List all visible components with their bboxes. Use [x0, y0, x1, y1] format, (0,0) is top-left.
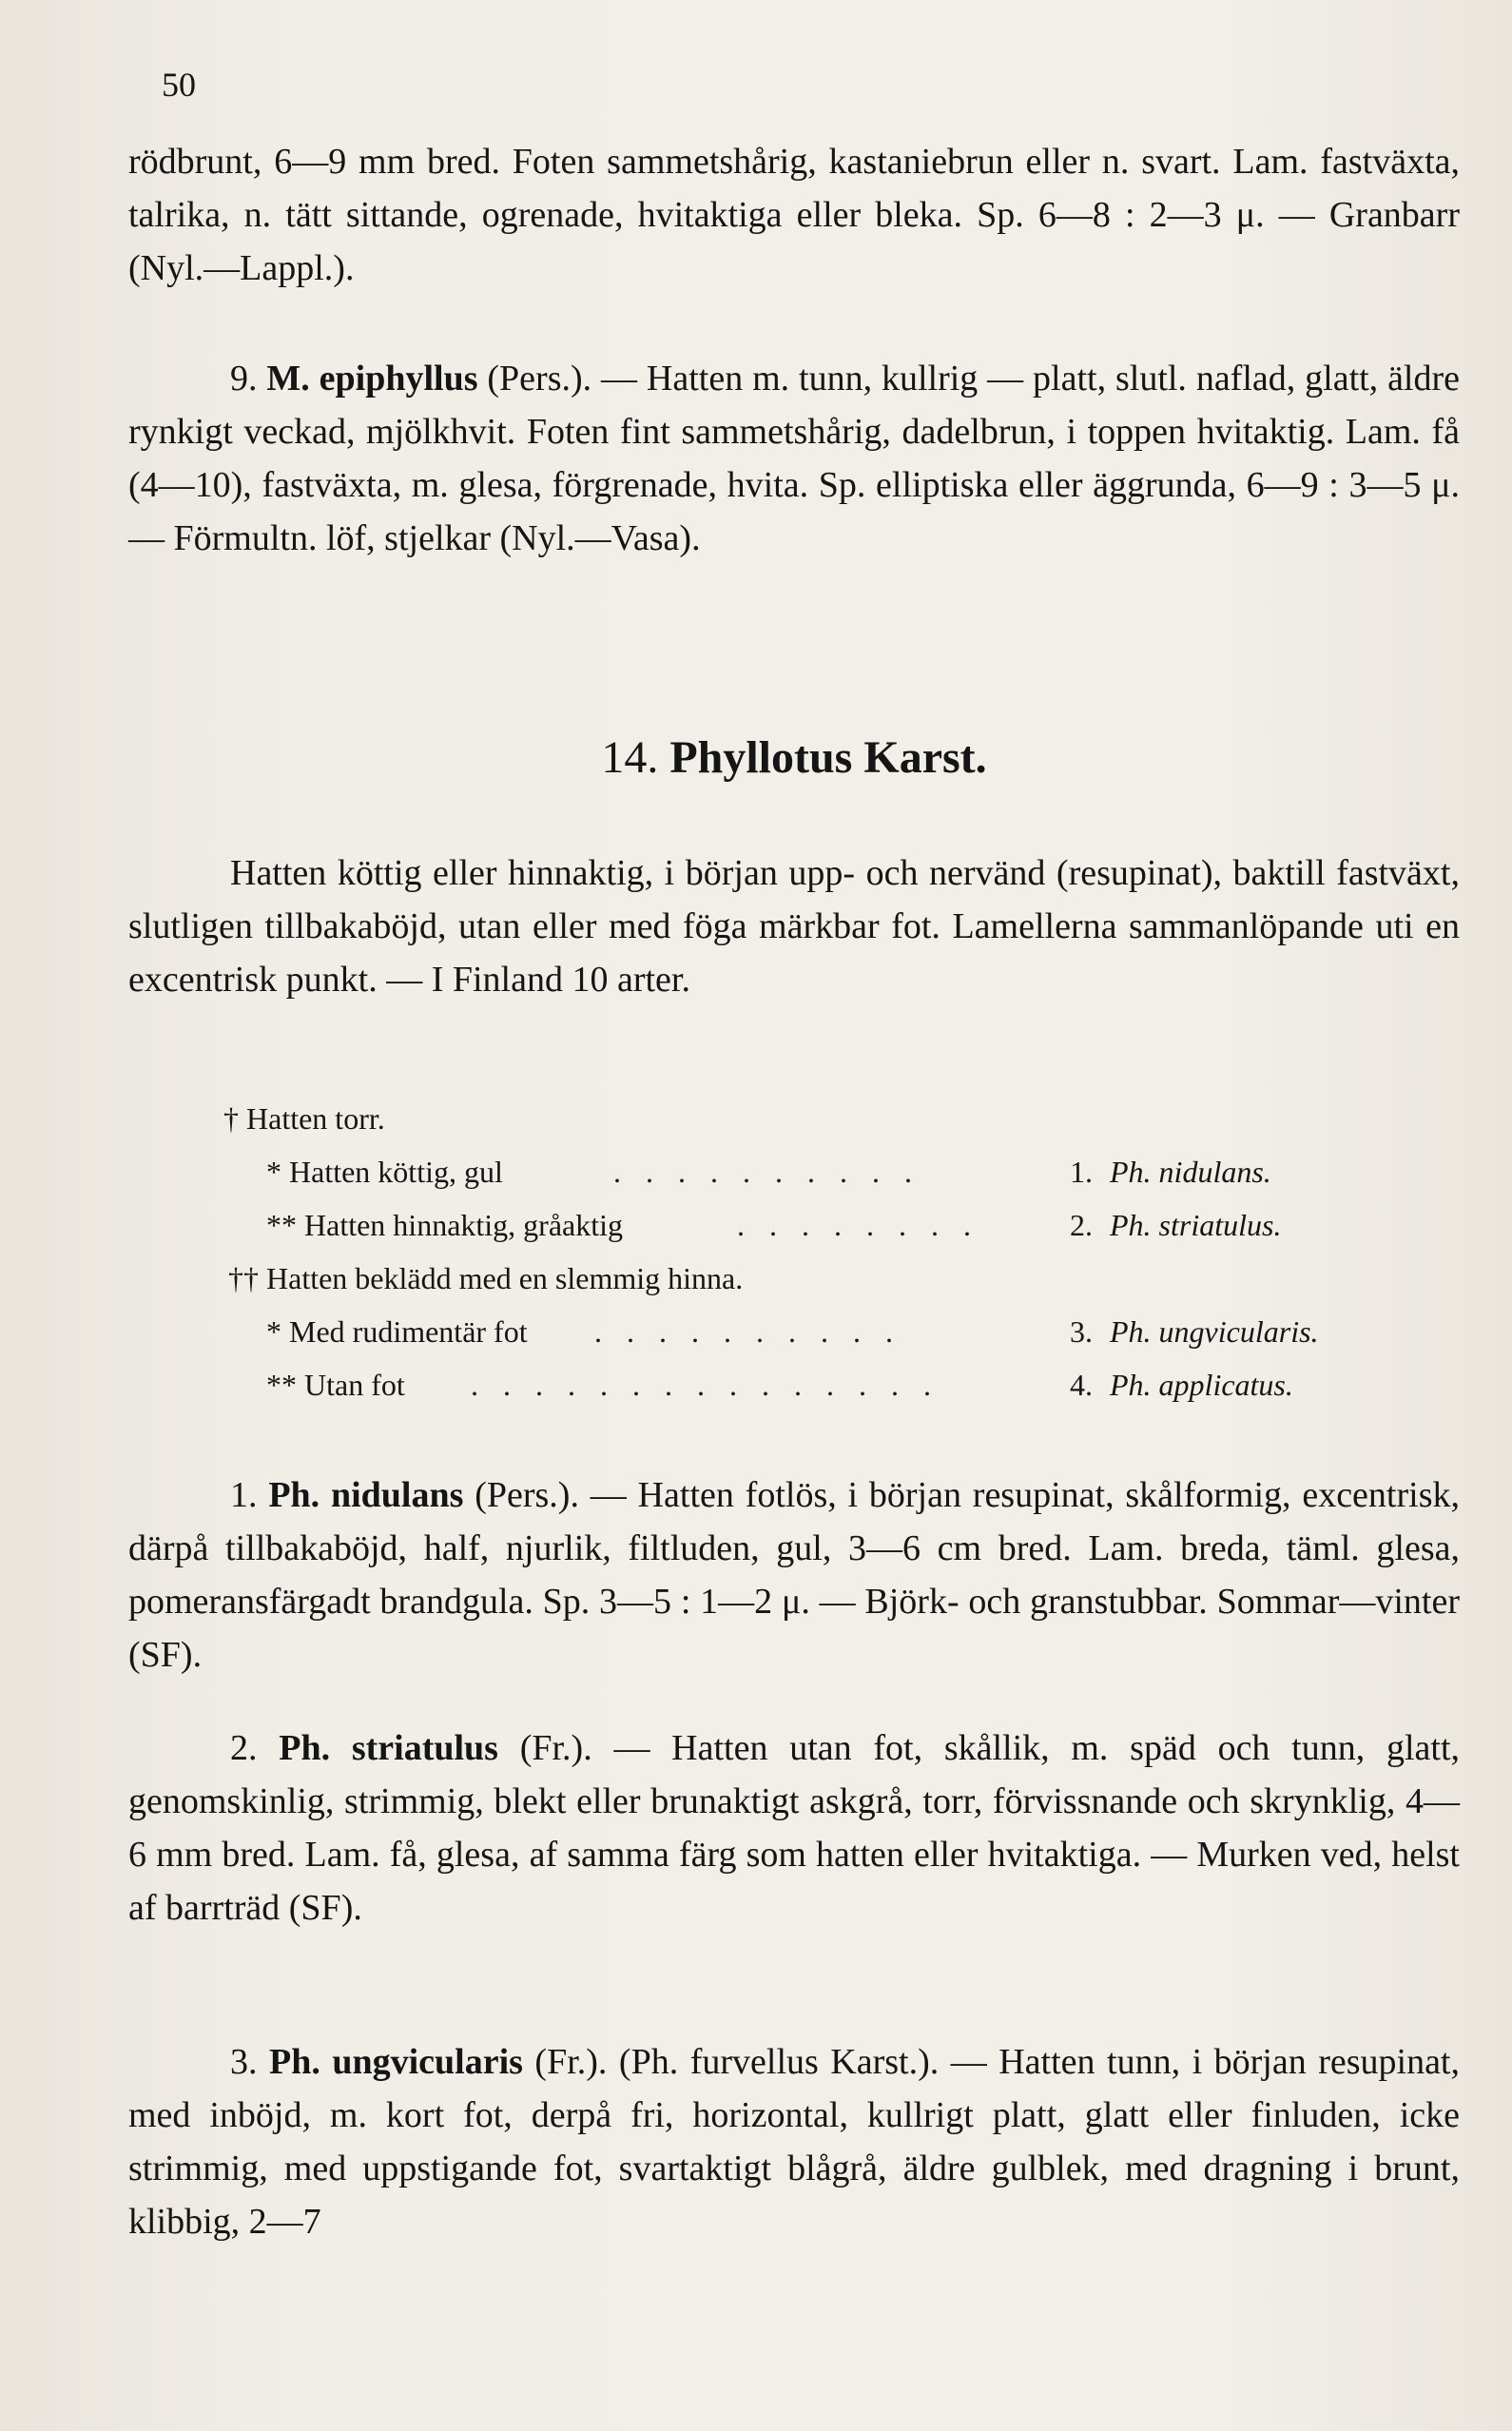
species-entry-9 [128, 352, 1460, 565]
continued-text: rödbrunt, 6—9 mm bred. Foten sammetshårig, kastaniebrun eller n. svart. Lam. fastväxta, talrika, n. tätt sittande, ogrenade, hvitaktiga eller bleka. Sp. 6—8 : 2—3 μ. — Granbarr (Nyl.—Lappl.). [128, 142, 1460, 288]
key-label: * Med rudimentär fot [266, 1314, 528, 1349]
key-result-number: 4. [1070, 1368, 1093, 1402]
key-result-number: 1. [1070, 1155, 1093, 1189]
key-row [128, 1101, 1460, 1147]
key-result-taxon: Ph. applicatus. [1110, 1368, 1293, 1402]
key-result-taxon: Ph. striatulus. [1110, 1208, 1282, 1242]
key-result-number: 3. [1070, 1314, 1093, 1349]
genus-description: Hatten köttig eller hinnaktig, i början upp- och nervänd (resupinat), baktill fastväxt, slutligen tillbakaböjd, utan eller med föga märkbar fot. Lamellerna sammanlöpande uti en excentrisk punkt. — I Finland 10 arter. [128, 853, 1460, 1000]
species-description: (Fr.). — Hatten utan fot, skållik, m. späd och tunn, glatt, genomskinlig, strimmig, blekt eller brunaktigt askgrå, torr, förvissnande och skrynklig, 4—6 mm bred. Lam. få, glesa, af samma färg som hatten eller hvitaktiga. — Murken ved, helst af barrträd (SF). [128, 1728, 1461, 1928]
continued-entry [128, 135, 1460, 295]
species-paragraph [128, 1468, 1460, 1682]
key-leader-dots: . . . . . . . . . . [613, 1155, 921, 1189]
genus-heading-block [128, 725, 1460, 791]
species-description: (Fr.). (Ph. furvellus Karst.). — Hatten tunn, i början resupinat, med inböjd, m. kort fot, derpå fri, horizontal, kullrigt platt, glatt eller finluden, icke strimmig, med uppstigande fot, svartaktigt blågrå, äldre gulblek, med dragning i brunt, klibbig, 2—7 [128, 2042, 1460, 2242]
key-result-taxon: Ph. nidulans. [1110, 1155, 1271, 1189]
genus-number: 14. [601, 732, 659, 783]
species-number: 9. [230, 359, 258, 399]
species-name: M. epiphyllus [266, 359, 478, 399]
page-number: 50 [162, 66, 196, 104]
key-result-number: 2. [1070, 1208, 1093, 1242]
species-name: Ph. nidulans [268, 1475, 464, 1515]
genus-heading [128, 725, 1460, 791]
species-description: (Pers.). — Hatten m. tunn, kullrig — platt, slutl. naflad, glatt, äldre rynkigt veckad, mjölkhvit. Foten fint sammetshårig, dadelbrun, i toppen hvitaktig. Lam. få (4—10), fastväxta, m. glesa, förgrenade, hvita. Sp. elliptiska eller äggrunda, 6—9 : 3—5 μ. — Förmultn. löf, stjelkar (Nyl.—Vasa). [128, 359, 1461, 558]
key-label: * Hatten köttig, gul [266, 1155, 503, 1189]
species-name: Ph. ungvicularis [269, 2042, 523, 2082]
key-result [1070, 1314, 1319, 1350]
key-row [128, 1314, 1460, 1360]
genus-name: Phyllotus Karst. [669, 732, 987, 783]
species-description: (Pers.). — Hatten fotlös, i början resupinat, skålformig, excentrisk, därpå tillbakaböjd, half, njurlik, filtluden, gul, 3—6 cm bred. Lam. breda, täml. glesa, pomeransfärgadt brandgula. Sp. 3—5 : 1—2 μ. — Björk- och granstubbar. Sommar—vinter (SF). [128, 1475, 1460, 1675]
key-label: ** Hatten hinnaktig, gråaktig [266, 1208, 624, 1242]
species-name: Ph. striatulus [279, 1728, 498, 1768]
key-label: †† Hatten beklädd med en slemmig hinna. [228, 1261, 744, 1295]
key-leader-dots: . . . . . . . . . . . . . . . [471, 1368, 940, 1402]
key-row [128, 1208, 1460, 1254]
key-label: † Hatten torr. [223, 1101, 385, 1136]
species-number: 2. [230, 1728, 258, 1768]
key-result [1070, 1208, 1281, 1243]
species-entry-2 [128, 1721, 1460, 1935]
key-row [128, 1368, 1460, 1413]
key-result [1070, 1368, 1293, 1403]
species-paragraph [128, 352, 1460, 565]
species-number: 1. [230, 1475, 258, 1515]
key-leader-dots: . . . . . . . . [737, 1208, 979, 1242]
species-number: 3. [230, 2042, 258, 2082]
key-result-taxon: Ph. ungvicularis. [1110, 1314, 1319, 1349]
species-entry-3 [128, 2035, 1460, 2248]
key-leader-dots: . . . . . . . . . . [594, 1314, 901, 1349]
species-paragraph [128, 2035, 1460, 2248]
genus-description-block [128, 846, 1460, 1006]
key-label: ** Utan fot [266, 1368, 405, 1402]
species-entry-1 [128, 1468, 1460, 1682]
species-paragraph [128, 1721, 1460, 1935]
key-row [128, 1155, 1460, 1200]
key-result [1070, 1155, 1271, 1190]
key-row [128, 1261, 1460, 1307]
